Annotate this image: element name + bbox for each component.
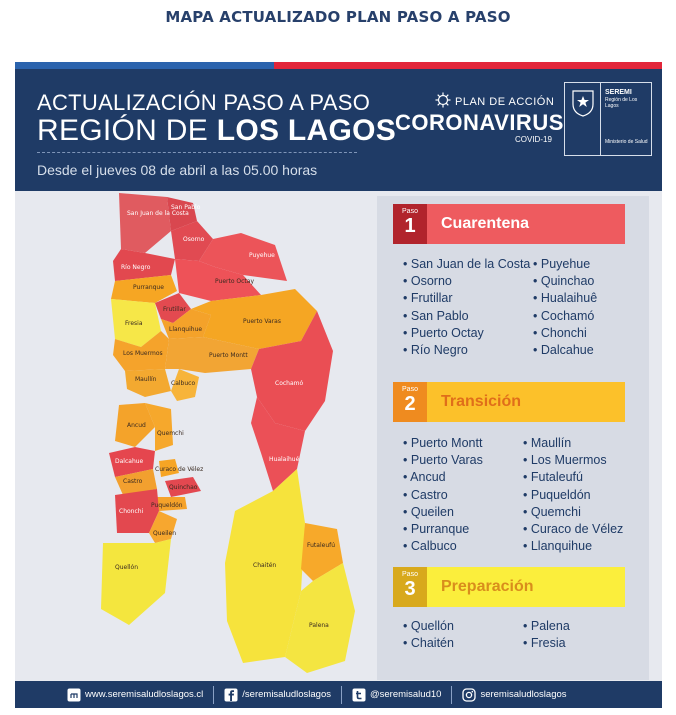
map-label-llanquihue: Llanquihue bbox=[169, 326, 203, 333]
list-item: • Puerto Montt bbox=[403, 435, 483, 452]
list-item: • Puyehue bbox=[533, 256, 597, 273]
map-label-hualaihue: Hualaihué bbox=[269, 456, 300, 463]
ministerio-label: Ministerio de Salud bbox=[605, 139, 648, 145]
list-item: • Chaitén bbox=[403, 635, 454, 652]
header-date: Desde el jueves 08 de abril a las 05.00 horas bbox=[37, 162, 318, 178]
phase-1-number: 1 bbox=[404, 215, 416, 237]
map-label-curaco: Curaco de Vélez bbox=[155, 466, 204, 473]
map-label-ancud: Ancud bbox=[127, 422, 146, 429]
infographic-poster bbox=[15, 62, 662, 708]
map-label-quellon: Quellón bbox=[115, 564, 139, 571]
phase-1-paso-word: Paso bbox=[402, 208, 418, 215]
list-item: • Hualaihuê bbox=[533, 290, 597, 307]
list-item: • Quinchao bbox=[533, 273, 597, 290]
map-label-los-muermos: Los Muermos bbox=[123, 350, 163, 357]
phase-2-number: 2 bbox=[404, 393, 416, 415]
header-line2 bbox=[37, 114, 396, 148]
map-label-futaleufu: Futaleufú bbox=[307, 542, 336, 549]
list-item: • San Juan de la Costa bbox=[403, 256, 530, 273]
virus-icon bbox=[435, 92, 451, 108]
facebook-icon bbox=[224, 688, 238, 702]
map-label-cochamo: Cochamó bbox=[275, 380, 304, 387]
list-item: • Puerto Octay bbox=[403, 325, 530, 342]
footer-divider bbox=[341, 686, 342, 704]
map-san-juan bbox=[119, 193, 171, 253]
region-map bbox=[75, 191, 375, 681]
list-item: • Castro bbox=[403, 487, 483, 504]
header-line2-prefix: REGIÓN DE bbox=[37, 114, 209, 147]
map-label-osorno: Osorno bbox=[183, 236, 205, 243]
footer-divider bbox=[213, 686, 214, 704]
footer-web-label: www.seremisaludloslagos.cl bbox=[85, 689, 204, 700]
list-item: • Frutillar bbox=[403, 290, 530, 307]
map-label-san-pablo: San Pablo bbox=[171, 204, 201, 211]
phase-3-number: 3 bbox=[404, 578, 416, 600]
list-item: • Maullín bbox=[523, 435, 623, 452]
list-item: • Ancud bbox=[403, 469, 483, 486]
footer-web[interactable] bbox=[67, 681, 203, 708]
map-label-puerto-montt: Puerto Montt bbox=[209, 352, 248, 359]
map-label-frutillar: Frutillar bbox=[163, 306, 186, 313]
coronavirus-title: CORONAVIRUS bbox=[395, 110, 564, 135]
map-label-purranque: Purranque bbox=[133, 284, 164, 291]
twitter-icon bbox=[352, 688, 366, 702]
seremi-title: SEREMI bbox=[605, 89, 632, 96]
phase-3-badge bbox=[393, 567, 427, 607]
map-label-quemchi: Quemchi bbox=[157, 430, 184, 437]
seremi-logo bbox=[564, 82, 652, 156]
map-label-maullin: Maullín bbox=[135, 376, 157, 383]
map-label-chaiten: Chaitén bbox=[253, 562, 277, 569]
map-label-dalcahue: Dalcahue bbox=[115, 458, 144, 465]
list-item: • Puqueldón bbox=[523, 487, 623, 504]
coat-of-arms-icon bbox=[571, 89, 595, 117]
list-item: • Cochamó bbox=[533, 308, 597, 325]
map-label-puyehue: Puyehue bbox=[249, 252, 275, 259]
footer-instagram[interactable] bbox=[462, 681, 566, 708]
phase-legend bbox=[377, 196, 649, 680]
list-item: • Queilen bbox=[403, 504, 483, 521]
map-quellon bbox=[101, 539, 171, 625]
instagram-icon bbox=[462, 688, 476, 702]
footer-bar bbox=[15, 681, 662, 708]
footer-divider bbox=[451, 686, 452, 704]
map-label-calbuco: Calbuco bbox=[171, 380, 196, 387]
phase-2-list-col2 bbox=[523, 435, 623, 555]
map-label-rio-negro: Río Negro bbox=[121, 264, 151, 271]
list-item: • Río Negro bbox=[403, 342, 530, 359]
phase-3-banner bbox=[393, 567, 625, 607]
flag-stripe bbox=[15, 62, 662, 69]
phase-1-list-col2 bbox=[533, 256, 597, 359]
phase-2-badge bbox=[393, 382, 427, 422]
list-item: • Palena bbox=[523, 618, 570, 635]
phase-3-list-col1 bbox=[403, 618, 454, 652]
map-label-puerto-octay: Puerto Octay bbox=[215, 278, 255, 285]
footer-twitter-label: @seremisalud10 bbox=[370, 689, 442, 700]
phase-1-list-col1 bbox=[403, 256, 530, 359]
map-label-puqueldon: Puqueldón bbox=[151, 502, 183, 509]
list-item: • Los Muermos bbox=[523, 452, 623, 469]
map-label-chonchi: Chonchi bbox=[119, 508, 144, 515]
list-item: • Curaco de Vélez bbox=[523, 521, 623, 538]
covid-label: COVID-19 bbox=[515, 135, 552, 144]
header-line2-bold: LOS LAGOS bbox=[216, 114, 397, 147]
map-label-queilen: Queilen bbox=[153, 530, 177, 537]
map-label-fresia: Fresia bbox=[125, 320, 143, 327]
footer-facebook-label: /seremisaludloslagos bbox=[242, 689, 331, 700]
list-item: • Osorno bbox=[403, 273, 530, 290]
map-maullin bbox=[125, 369, 171, 397]
list-item: • Calbuco bbox=[403, 538, 483, 555]
phase-2-paso-word: Paso bbox=[402, 386, 418, 393]
header-line1: ACTUALIZACIÓN PASO A PASO bbox=[37, 90, 371, 115]
phase-2-banner bbox=[393, 382, 625, 422]
phase-1-badge bbox=[393, 204, 427, 244]
footer-instagram-label: seremisaludloslagos bbox=[480, 689, 567, 700]
phase-1-banner bbox=[393, 204, 625, 244]
map-label-palena: Palena bbox=[309, 622, 329, 629]
plan-accion-label: PLAN DE ACCIÓN bbox=[455, 96, 555, 108]
list-item: • Purranque bbox=[403, 521, 483, 538]
header-divider bbox=[37, 152, 357, 153]
list-item: • Llanquihue bbox=[523, 538, 623, 555]
list-item: • Quemchi bbox=[523, 504, 623, 521]
phase-2-name: Transición bbox=[441, 393, 522, 410]
phase-2-list-col1 bbox=[403, 435, 483, 555]
seremi-region: Región de Los Lagos bbox=[605, 97, 638, 109]
content-area bbox=[15, 191, 662, 681]
list-item: • Dalcahue bbox=[533, 342, 597, 359]
list-item: • Chonchi bbox=[533, 325, 597, 342]
map-label-castro: Castro bbox=[123, 478, 143, 485]
phase-3-list-col2 bbox=[523, 618, 570, 652]
web-icon bbox=[67, 688, 81, 702]
map-label-puerto-varas: Puerto Varas bbox=[243, 318, 281, 325]
phase-3-paso-word: Paso bbox=[402, 571, 418, 578]
phase-1-name: Cuarentena bbox=[441, 215, 530, 232]
footer-twitter[interactable] bbox=[352, 681, 441, 708]
list-item: • Quellón bbox=[403, 618, 454, 635]
list-item: • Puerto Varas bbox=[403, 452, 483, 469]
list-item: • San Pablo bbox=[403, 308, 530, 325]
map-label-quinchao: Quinchao bbox=[169, 484, 198, 491]
phase-3-name: Preparación bbox=[441, 578, 534, 595]
page-title: MAPA ACTUALIZADO PLAN PASO A PASO bbox=[165, 8, 511, 26]
map-label-san-juan: San Juan de la Costa bbox=[127, 210, 189, 217]
footer-facebook[interactable] bbox=[224, 681, 331, 708]
list-item: • Futaleufú bbox=[523, 469, 623, 486]
list-item: • Fresia bbox=[523, 635, 570, 652]
